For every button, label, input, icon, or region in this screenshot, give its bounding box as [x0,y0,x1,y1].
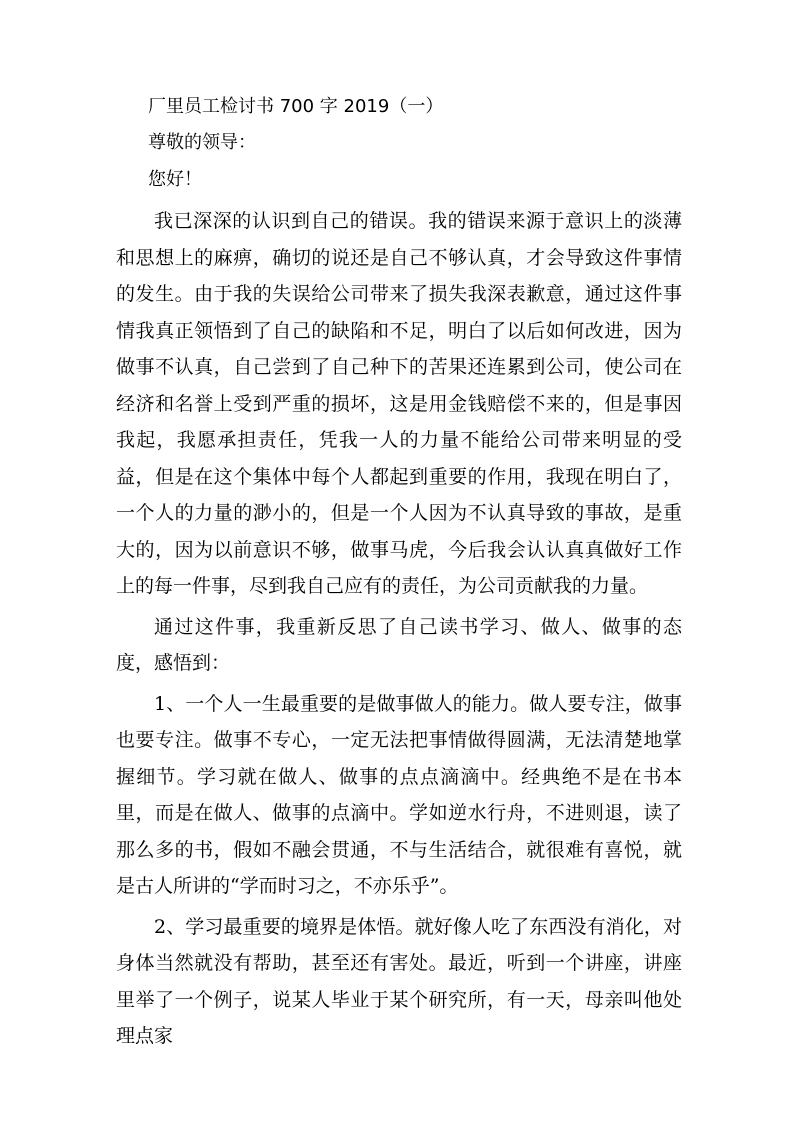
paragraph-confession: 我已深深的认识到自己的错误。我的错误来源于意识上的淡薄和思想上的麻痹，确切的说还是自己不够认真，才会导致这件事情的发生。由于我的失误给公司带来了损失我深表歉意，通过这件事情我真正领悟到了自己的缺陷和不足，明白了以后如何改进，因为做事不认真，自己尝到了自己种下的苦果还连累到公司，使公司在经济和名誉上受到严重的损坏，这是用金钱赔偿不来的，但是事因我起，我愿承担责任，凭我一人的力量不能给公司带来明显的受益，但是在这个集体中每个人都起到重要的作用，我现在明白了，一个人的力量的渺小的，但是一个人因为不认真导致的事故，是重大的，因为以前意识不够，做事马虎，今后我会认认真真做好工作上的每一件事，尽到我自己应有的责任，为公司贡献我的力量。 [116,210,682,597]
greeting: 您好！ [148,169,202,190]
paragraph-point-2: 2、学习最重要的境界是体悟。就好像人吃了东西没有消化，对身体当然就没有帮助，甚至还有害处。最近，听到一个讲座，讲座里举了一个例子，说某人毕业于某个研究所，有一天，母亲叫他处理点家 [116,915,682,1047]
document-title: 厂里员工检讨书 700 字 2019（一） [148,96,444,117]
paragraph-reflection: 通过这件事，我重新反思了自己读书学习、做人、做事的态度，感悟到： [116,615,682,674]
salutation: 尊敬的领导： [148,132,256,153]
paragraph-point-1: 1、一个人一生最重要的是做事做人的能力。做人要专注，做事也要专注。做事不专心，一定无法把事情做得圆满，无法清楚地掌握细节。学习就在做人、做事的点点滴滴中。经典绝不是在书本里，而是在做人、做事的点滴中。学如逆水行舟，不进则退，读了那么多的书，假如不融会贯通，不与生活结合，就很难有喜悦，就是古人所讲的“学而时习之，不亦乐乎”。 [116,692,682,897]
document-body [116,93,682,1059]
